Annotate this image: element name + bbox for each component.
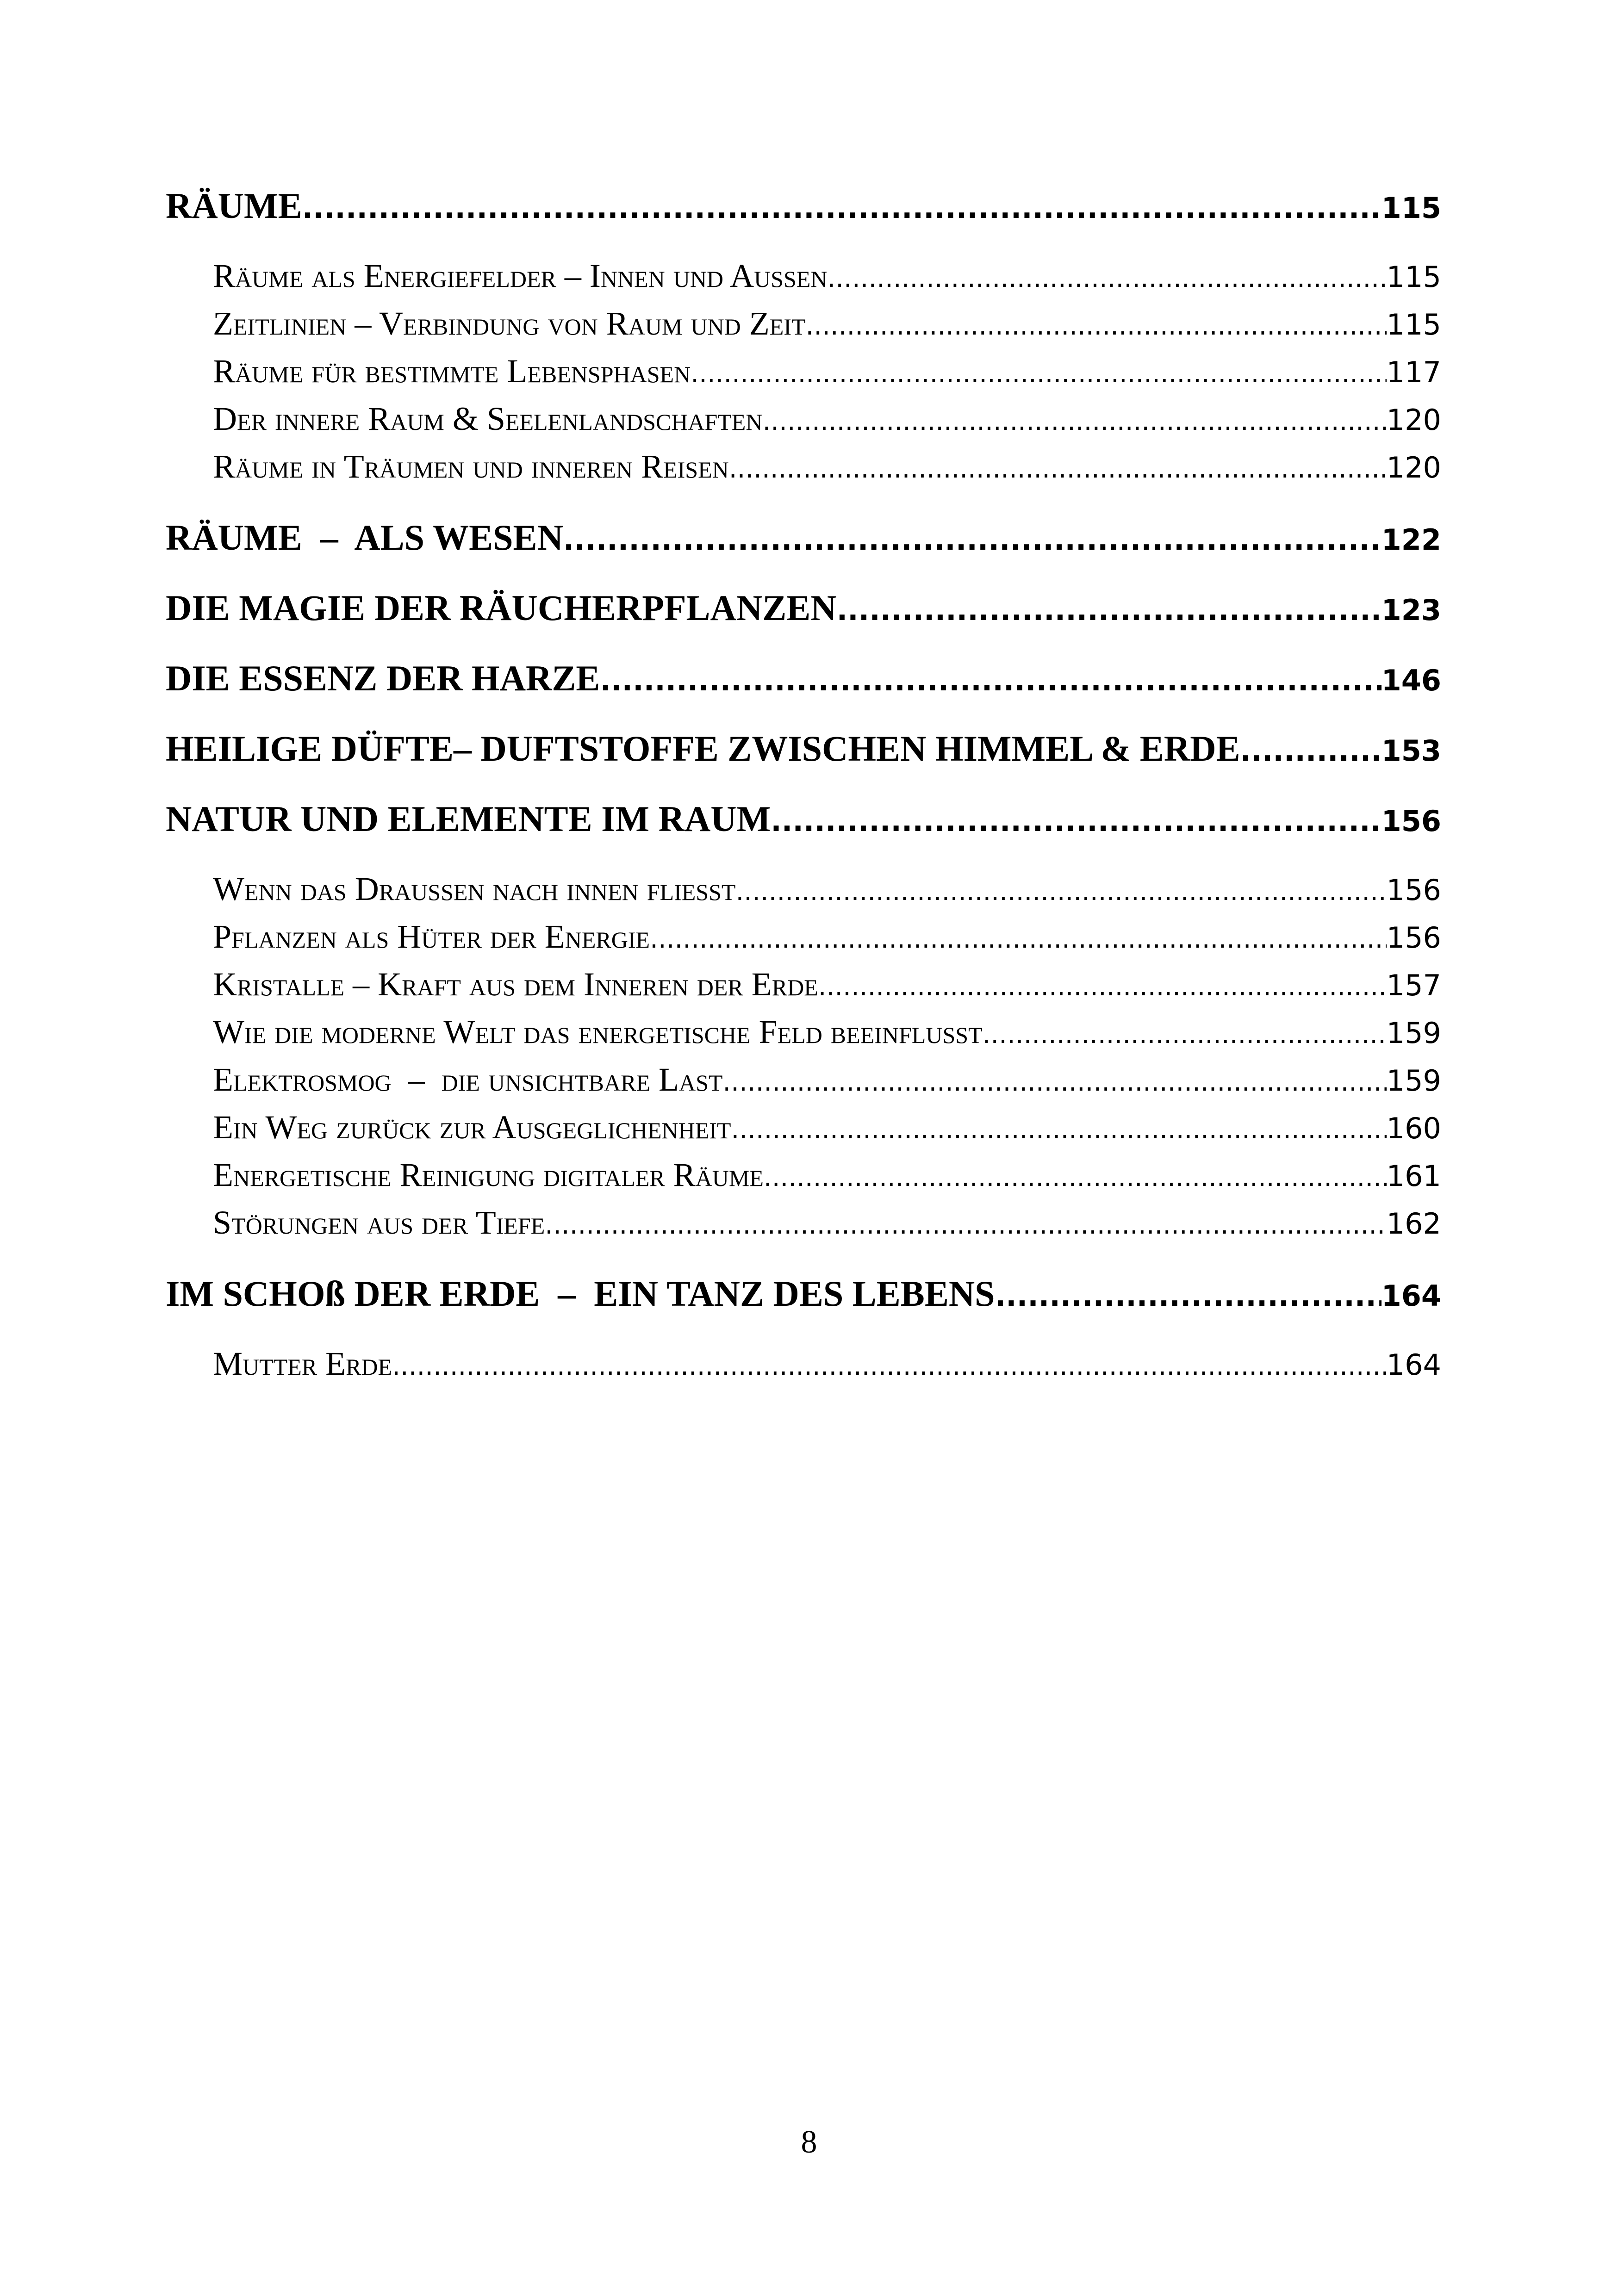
dot-leader — [729, 445, 1387, 493]
toc-section-entry[interactable] — [213, 865, 1441, 913]
toc-page-number: 159 — [1386, 1016, 1441, 1050]
toc-section-title: Räume in Träumen und inneren Reisen — [213, 448, 729, 485]
toc-chapter-entry[interactable] — [166, 655, 1441, 701]
toc-section-entry[interactable] — [213, 1340, 1441, 1388]
dot-leader — [1240, 728, 1382, 774]
toc-section-title: Der innere Raum & Seelenlandschaften — [213, 400, 763, 437]
toc-page-number: 156 — [1386, 873, 1441, 907]
toc-section-title: Elektrosmog – die unsichtbare Last — [213, 1061, 723, 1098]
toc-section-title: Wie die moderne Welt das energetische Feld beeinflusst — [213, 1013, 983, 1050]
toc-section-entry[interactable] — [213, 252, 1441, 300]
toc-chapter-title: DIE ESSENZ DER HARZE — [166, 658, 600, 698]
toc-section-entry[interactable] — [213, 1199, 1441, 1247]
toc-section-title: Ein Weg zurück zur Ausgeglichenheit — [213, 1109, 731, 1146]
dot-leader — [818, 963, 1387, 1011]
dot-leader — [762, 397, 1386, 445]
toc-section-entry[interactable] — [213, 913, 1441, 961]
dot-leader — [806, 302, 1387, 350]
toc-page-number: 120 — [1386, 451, 1441, 484]
dot-leader — [771, 798, 1381, 844]
toc-chapter-title: HEILIGE DÜFTE– DUFTSTOFFE ZWISCHEN HIMMEL & ERDE — [166, 728, 1240, 769]
dot-leader — [600, 658, 1381, 704]
toc-page-number: 115 — [1386, 308, 1441, 341]
dot-leader — [731, 1106, 1386, 1154]
toc-chapter-title: RÄUME – ALS WESEN — [166, 517, 563, 558]
toc-section-entry[interactable] — [213, 1008, 1441, 1056]
toc-chapter-entry[interactable] — [166, 1271, 1441, 1317]
toc-section-title: Mutter Erde — [213, 1345, 392, 1382]
toc-section-title: Zeitlinien – Verbindung von Raum und Zeit — [213, 305, 806, 342]
toc-page-number: 159 — [1386, 1064, 1441, 1098]
toc-section-title: Energetische Reinigung digitaler Räume — [213, 1156, 764, 1193]
toc-section-entry[interactable] — [213, 443, 1441, 490]
toc-chapter-title: DIE MAGIE DER RÄUCHERPFLANZEN — [166, 588, 837, 628]
toc-section-title: Räume für bestimmte Lebensphasen — [213, 353, 691, 390]
toc-page-number: 162 — [1386, 1207, 1441, 1241]
toc-chapter-title: IM SCHOß DER ERDE – EIN TANZ DES LEBENS — [166, 1273, 995, 1314]
table-of-contents — [166, 183, 1441, 1388]
dot-leader — [691, 350, 1386, 397]
dot-leader — [545, 1201, 1386, 1249]
toc-section-entry[interactable] — [213, 300, 1441, 348]
dot-leader — [995, 1273, 1382, 1319]
dot-leader — [302, 185, 1382, 231]
dot-leader — [735, 868, 1386, 915]
toc-page-number: 157 — [1386, 968, 1441, 1002]
toc-page-number: 146 — [1381, 664, 1441, 697]
toc-chapter-title: NATUR UND ELEMENTE IM RAUM — [166, 799, 771, 839]
dot-leader — [392, 1342, 1387, 1390]
toc-chapter-entry[interactable] — [166, 585, 1441, 631]
toc-section-title: Störungen aus der Tiefe — [213, 1204, 545, 1241]
toc-page-number: 161 — [1386, 1159, 1441, 1193]
toc-page-number: 164 — [1386, 1348, 1441, 1382]
toc-chapter-title: RÄUME — [166, 186, 302, 226]
toc-section-entry[interactable] — [213, 961, 1441, 1008]
toc-chapter-entry[interactable] — [166, 515, 1441, 561]
toc-page-number: 115 — [1386, 260, 1441, 294]
dot-leader — [650, 915, 1387, 963]
toc-section-entry[interactable] — [213, 1104, 1441, 1151]
toc-page-number: 160 — [1386, 1111, 1441, 1145]
toc-section-entry[interactable] — [213, 1151, 1441, 1199]
page-number: 8 — [801, 2124, 817, 2160]
toc-page-number: 164 — [1381, 1279, 1441, 1313]
dot-leader — [722, 1058, 1386, 1106]
toc-page-number: 115 — [1381, 191, 1441, 225]
toc-page-number: 122 — [1381, 523, 1441, 557]
toc-page-number: 117 — [1386, 355, 1441, 389]
toc-page-number: 156 — [1381, 804, 1441, 838]
toc-page-number: 153 — [1381, 734, 1441, 768]
dot-leader — [764, 1154, 1387, 1201]
dot-leader — [563, 517, 1382, 563]
toc-section-title: Pflanzen als Hüter der Energie — [213, 918, 650, 955]
toc-page-number: 156 — [1386, 921, 1441, 955]
dot-leader — [827, 254, 1386, 302]
toc-chapter-entry[interactable] — [166, 796, 1441, 842]
toc-page-number: 120 — [1386, 403, 1441, 437]
toc-page-number: 123 — [1381, 593, 1441, 627]
dot-leader — [837, 587, 1382, 633]
toc-section-title: Räume als Energiefelder – Innen und Außen — [213, 257, 828, 294]
toc-section-title: Wenn das Draußen nach innen fließt — [213, 870, 736, 907]
toc-section-title: Kristalle – Kraft aus dem Inneren der Erde — [213, 966, 818, 1003]
toc-section-entry[interactable] — [213, 1056, 1441, 1104]
dot-leader — [983, 1011, 1387, 1058]
toc-section-entry[interactable] — [213, 348, 1441, 395]
toc-chapter-entry[interactable] — [166, 183, 1441, 229]
toc-chapter-entry[interactable] — [166, 726, 1441, 772]
toc-section-entry[interactable] — [213, 395, 1441, 443]
